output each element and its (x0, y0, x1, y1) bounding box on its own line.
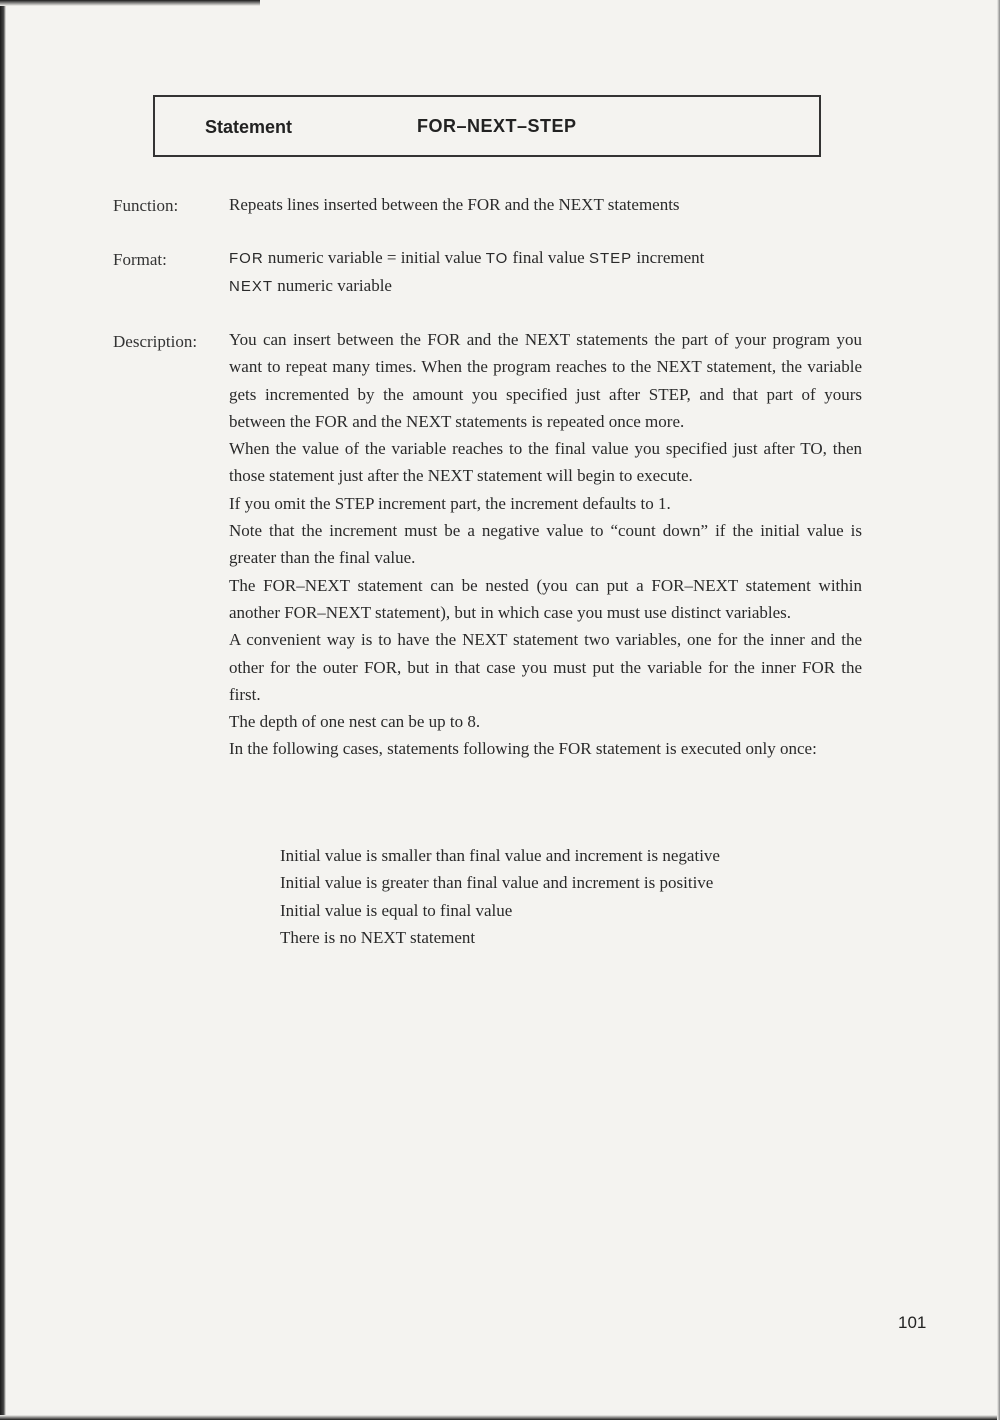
page-edge-shadow-bottom (0, 1415, 1000, 1420)
description-paragraph: The FOR–NEXT statement can be nested (you can put a FOR–NEXT statement within another FOR–NEXT statement), but in which case you must use distinct variables. (229, 575, 862, 622)
function-label: Function: (113, 196, 179, 215)
description-block (229, 326, 862, 763)
statement-title: FOR–NEXT–STEP (417, 116, 577, 136)
description-paragraph: In the following cases, statements following the FOR statement is executed only once: (229, 739, 817, 759)
description-label: Description: (113, 332, 198, 351)
description-paragraph: The depth of one nest can be up to 8. (229, 712, 481, 732)
description-paragraph: Note that the increment must be a negative value to “count down” if the initial value is greater than the final value. (229, 521, 862, 568)
format-text: numeric variable = initial value (263, 248, 486, 267)
case-item: Initial value is smaller than final value and increment is negative (280, 846, 720, 865)
description-paragraph: You can insert between the FOR and the NEXT statements the part of your program you want to repeat many times. When the program reaches to the NEXT statement, the variable gets incremented by the amount you specified just after STEP, and that part of yours between the FOR and the NEXT statements is repeated once more. (229, 330, 862, 431)
cases-list (280, 842, 840, 951)
format-block (229, 244, 862, 301)
description-paragraph: If you omit the STEP increment part, the increment defaults to 1. (229, 493, 671, 513)
description-paragraph: A convenient way is to have the NEXT statement two variables, one for the inner and the other for the outer FOR, but in that case you must put the variable for the inner FOR the first. (229, 630, 862, 704)
page-edge-shadow-left (0, 0, 6, 1420)
case-item: Initial value is equal to final value (280, 900, 513, 920)
case-item: Initial value is greater than final value and increment is positive (280, 873, 714, 893)
statement-label: Statement (205, 117, 293, 137)
format-text: increment (632, 248, 705, 267)
page-number: 101 (898, 1313, 927, 1332)
format-text: numeric variable (273, 276, 392, 296)
format-label: Format: (113, 250, 167, 269)
keyword-for: FOR (229, 250, 264, 267)
function-text: Repeats lines inserted between the FOR and the NEXT statements (229, 195, 680, 214)
page-edge-shadow-top (0, 0, 260, 6)
keyword-step: STEP (588, 250, 633, 267)
format-text: final value (508, 248, 589, 267)
keyword-next: NEXT (229, 278, 274, 296)
format-line-next (229, 272, 862, 300)
description-paragraph: When the value of the variable reaches to the final value you specified just after TO, then those statement just after the NEXT statement will begin to execute. (229, 439, 862, 486)
format-line-for (229, 244, 862, 272)
statement-header-box (153, 95, 821, 157)
case-item: There is no NEXT statement (280, 927, 476, 947)
keyword-to: TO (485, 250, 509, 267)
